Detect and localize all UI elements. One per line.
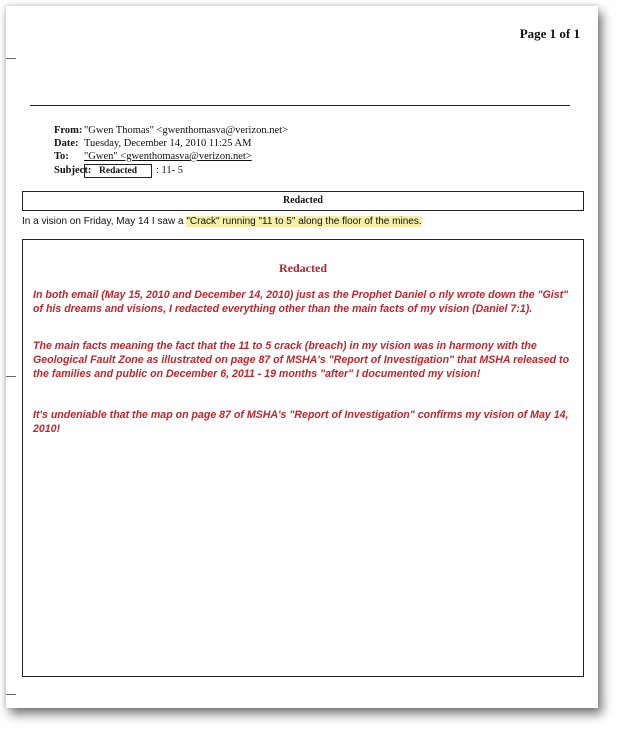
subject-label: Subject: bbox=[54, 165, 92, 176]
to-row bbox=[54, 150, 288, 163]
margin-tick bbox=[6, 694, 16, 695]
annotation-paragraph-2: The main facts meaning the fact that the 11 to 5 crack (breach) in my vision was in harmony with the Geological Fault Zone as illustrated on page 87 of MSHA's "Report of Investigation" that MSHA released to the families and public on December 6, 2011 - 19 months "after" I documented my vision! bbox=[33, 340, 570, 380]
vision-text: In a vision on Friday, May 14 I saw a bbox=[22, 216, 187, 227]
document-page bbox=[6, 6, 598, 708]
redacted-banner: Redacted bbox=[22, 191, 584, 211]
vision-highlight: "Crack" running "11 to 5" along the floor of the mines. bbox=[186, 216, 422, 227]
date-row bbox=[54, 137, 288, 150]
subject-value: : 11- 5 bbox=[156, 165, 184, 176]
header-rule bbox=[30, 105, 570, 106]
subject-redacted-box: Redacted bbox=[84, 164, 152, 178]
from-value: "Gwen Thomas" <gwenthomasva@verizon.net> bbox=[84, 125, 288, 136]
redacted-annotation-box bbox=[22, 239, 584, 677]
to-value: "Gwen" <gwenthomasva@verizon.net> bbox=[84, 151, 252, 162]
subject-row bbox=[54, 164, 288, 177]
annotation-title: Redacted bbox=[279, 261, 327, 275]
date-label: Date: bbox=[54, 138, 79, 149]
email-header bbox=[54, 124, 288, 177]
vision-line bbox=[22, 216, 422, 227]
from-label: From: bbox=[54, 125, 83, 136]
annotation-paragraph-1: In both email (May 15, 2010 and December 14, 2010) just as the Prophet Daniel o nly wrote down the "Gist" of his dreams and visions, I redacted everything other than the main facts of my vision (Daniel 7:1). bbox=[33, 289, 569, 315]
date-value: Tuesday, December 14, 2010 11:25 AM bbox=[84, 138, 252, 149]
page-number: Page 1 of 1 bbox=[519, 26, 580, 41]
annotation-paragraph-3: It's undeniable that the map on page 87 of MSHA's "Report of Investigation" confirms my vision of May 14, 2010! bbox=[33, 409, 569, 435]
margin-tick bbox=[6, 376, 16, 377]
to-label: To: bbox=[54, 151, 69, 162]
from-row bbox=[54, 124, 288, 137]
margin-tick bbox=[6, 58, 16, 59]
